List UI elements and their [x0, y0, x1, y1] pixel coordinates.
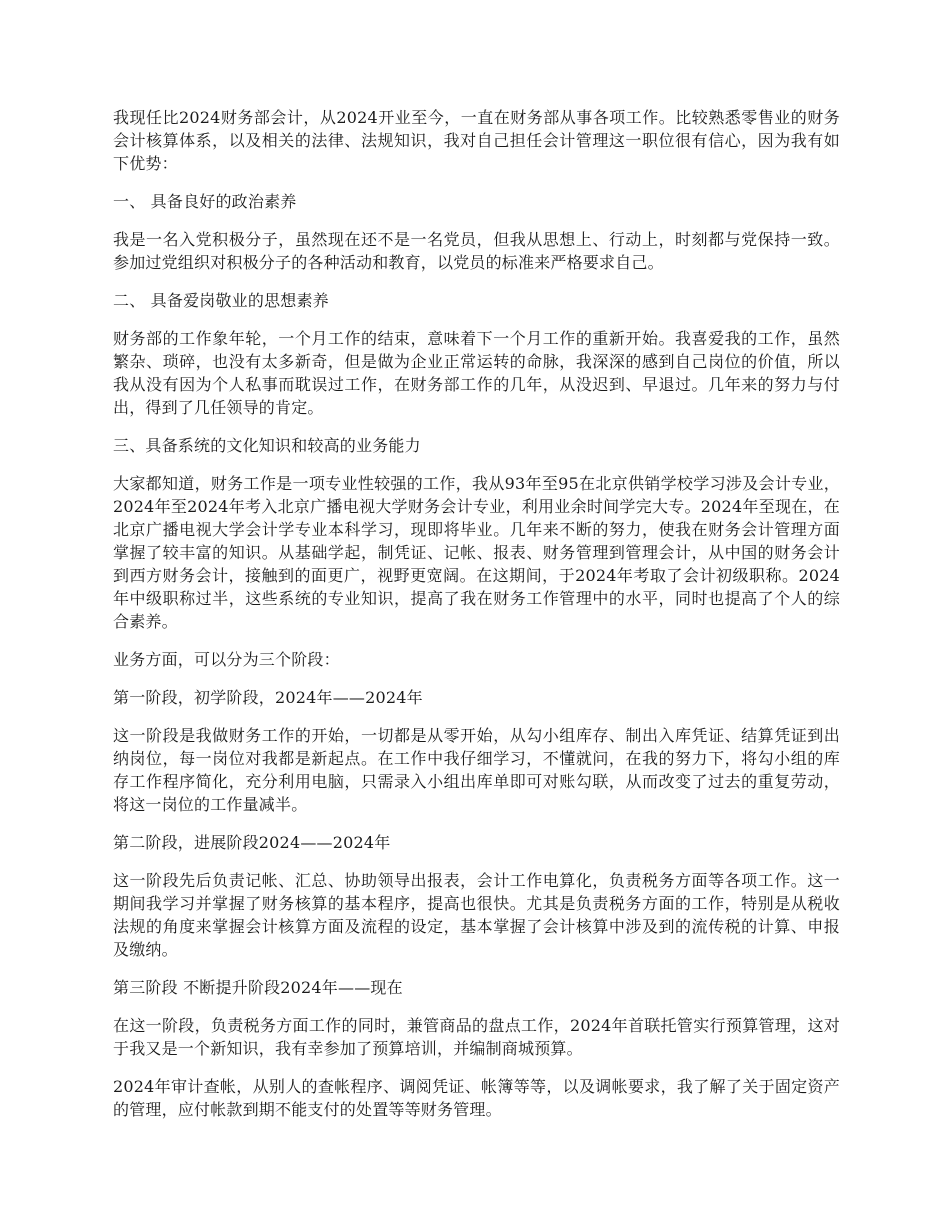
intro-paragraph: 我现任比2024财务部会计，从2024开业至今，一直在财务部从事各项工作。比较熟悉零售业的财务会计核算体系，以及相关的法律、法规知识，我对自己担任会计管理这一职位很有信心，因为我有如下优势： — [113, 108, 840, 173]
stage-one-paragraph: 这一阶段是我做财务工作的开始，一切都是从零开始，从勾小组库存、制出入库凭证、结算凭证到出纳岗位，每一岗位对我都是新起点。在工作中我仔细学习，不懂就问，在我的努力下，将勾小组的库存工作程序简化，充分利用电脑，只需录入小组出库单即可对账勾联，从而改变了过去的重复劳动，将这一岗位的工作量减半。 — [113, 726, 840, 814]
document-page — [113, 106, 840, 1136]
stage-one-heading: 第一阶段，初学阶段，2024年——2024年 — [113, 688, 423, 707]
dedication-paragraph: 财务部的工作象年轮，一个月工作的结束，意味着下一个月工作的重新开始。我喜爱我的工作，虽然繁杂、琐碎，也没有太多新奇，但是做为企业正常运转的命脉，我深深的感到自己岗位的价值，所以我从没有因为个人私事而耽误过工作，在财务部工作的几年，从没迟到、早退过。几年来的努力与付出，得到了几任领导的肯定。 — [113, 329, 840, 417]
knowledge-paragraph: 大家都知道，财务工作是一项专业性较强的工作，我从93年至95在北京供销学校学习涉及会计专业，2024年至2024年考入北京广播电视大学财务会计专业，利用业余时间学完大专。2024年至现在，在北京广播电视大学会计学专业本科学习，现即将毕业。几年来不断的努力，使我在财务会计管理方面掌握了较丰富的知识。从基础学起，制凭证、记帐、报表、财务管理到管理会计，从中国的财务会计到西方财务会计，接触到的面更广，视野更宽阔。在这期间，于2024年考取了会计初级职称。2024年中级职称过半，这些系统的专业知识，提高了我在财务工作管理中的水平，同时也提高了个人的综合素养。 — [113, 474, 840, 631]
section-heading-political: 一、 具备良好的政治素养 — [113, 192, 297, 211]
stage-two-heading: 第二阶段，进展阶段2024——2024年 — [113, 833, 391, 852]
section-heading-dedication: 二、 具备爱岗敬业的思想素养 — [113, 291, 329, 310]
business-intro-paragraph: 业务方面，可以分为三个阶段： — [113, 650, 340, 669]
stage-three-paragraph: 在这一阶段，负责税务方面工作的同时，兼管商品的盘点工作，2024年首联托管实行预算管理，这对于我又是一个新知识，我有幸参加了预算培训，并编制商城预算。 — [113, 1016, 840, 1058]
stage-two-paragraph: 这一阶段先后负责记帐、汇总、协助领导出报表，会计工作电算化，负责税务方面等各项工作。这一期间我学习并掌握了财务核算的基本程序，提高也很快。尤其是负责税务方面的工作，特别是从税收法规的角度来掌握会计核算方面及流程的设定，基本掌握了会计核算中涉及到的流传税的计算、申报及缴纳。 — [113, 871, 840, 959]
audit-paragraph: 2024年审计查帐，从别人的查帐程序、调阅凭证、帐簿等等，以及调帐要求，我了解了关于固定资产的管理，应付帐款到期不能支付的处置等等财务管理。 — [113, 1077, 840, 1119]
stage-three-heading: 第三阶段 不断提升阶段2024年——现在 — [113, 978, 403, 997]
section-heading-knowledge: 三、具备系统的文化知识和较高的业务能力 — [113, 436, 421, 455]
political-paragraph: 我是一名入党积极分子，虽然现在还不是一名党员，但我从思想上、行动上，时刻都与党保持一致。参加过党组织对积极分子的各种活动和教育，以党员的标准来严格要求自己。 — [113, 230, 840, 272]
